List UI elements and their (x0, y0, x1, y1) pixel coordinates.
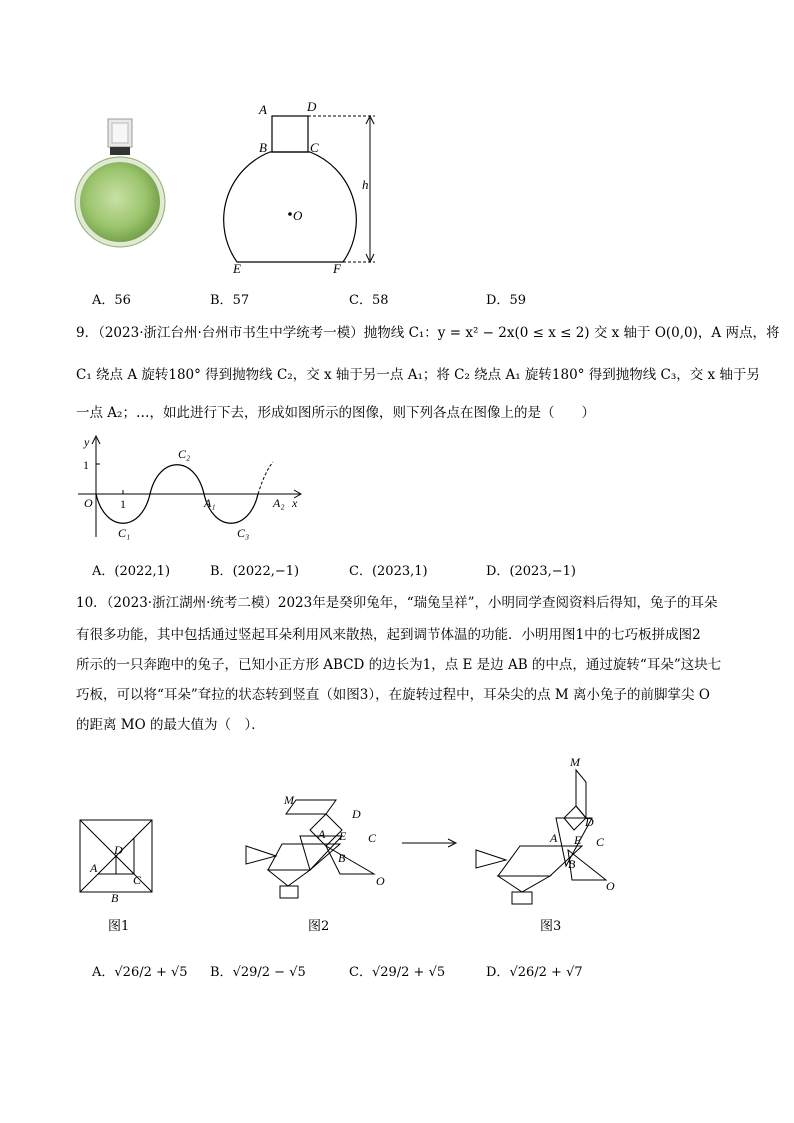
label-A: A (259, 102, 267, 117)
fig2-label-O: O (376, 874, 385, 888)
label-F: F (333, 261, 341, 276)
graph-label-x: x (292, 496, 298, 510)
q9-option-b[interactable] (210, 560, 299, 579)
fig1-label-B: B (111, 891, 119, 905)
caption-fig3: 图3 (540, 919, 562, 934)
option-value: 59 (509, 293, 526, 308)
fig1-label-A: A (90, 861, 98, 875)
graph-label-one-x: 1 (120, 497, 126, 511)
option-key: D． (486, 293, 510, 308)
q9-line-2: C₁ 绕点 A 旋转180° 得到抛物线 C₂，交 x 轴于另一点 A₁；将 C₂ 绕点 A₁ 旋转180° 得到抛物线 C₃，交 x 轴于另 (76, 367, 760, 383)
q10-line-4: 巧板，可以将“耳朵”耷拉的状态转到竖直（如图3），在旋转过程中，耳朵尖的点 M 离小兔子的前脚掌尖 O (76, 687, 710, 703)
graph-label-C2: C₂ (178, 447, 191, 461)
fig3-label-B: B (568, 857, 576, 871)
fig3-label-E: E (574, 833, 582, 847)
graph-label-C1: C₁ (118, 526, 131, 540)
q10-option-a[interactable] (92, 961, 188, 980)
label-D: D (307, 99, 317, 114)
fig2-label-E: E (339, 829, 347, 843)
option-value: √26/2 + √5 (114, 965, 188, 980)
perfume-bottle-image (70, 115, 170, 245)
fig3-label-O: O (606, 879, 615, 893)
q8-option-a[interactable] (92, 289, 131, 308)
option-key: D． (486, 965, 510, 980)
label-B: B (259, 140, 267, 155)
option-key: C． (349, 965, 372, 980)
q10-line-5: 的距离 MO 的最大值为（ ）． (76, 717, 265, 733)
q10-line-1: 10．（2023·浙江湖州·统考二模）2023年是癸卯兔年，“瑞兔呈祥”，小明同学查阅资料后得知，兔子的耳朵 (76, 595, 718, 611)
q10-option-c[interactable] (349, 961, 445, 980)
option-key: A． (92, 564, 115, 579)
fig2-label-C: C (368, 831, 377, 845)
option-value: (2022,1) (114, 564, 171, 579)
q9-option-d[interactable] (486, 560, 576, 579)
option-value: √29/2 + √5 (371, 965, 446, 980)
label-E: E (233, 261, 241, 276)
fig2-label-M: M (284, 793, 294, 807)
fig2-label-A: A (318, 827, 326, 841)
graph-label-C3: C₃ (237, 526, 250, 540)
fig1-label-D: D (114, 843, 123, 857)
option-key: A． (92, 965, 115, 980)
fig3-label-M: M (570, 755, 580, 769)
option-key: A． (92, 293, 115, 308)
fig1-label-C: C (133, 873, 142, 887)
option-value: (2023,1) (371, 564, 428, 579)
option-value: (2023,−1) (509, 564, 576, 579)
right-arrow-icon (400, 836, 460, 850)
bottle-diagram (215, 96, 385, 274)
label-O: O (293, 208, 303, 223)
fig2-label-D: D (352, 807, 361, 821)
q9-option-c[interactable] (349, 560, 428, 579)
q10-option-b[interactable] (210, 961, 306, 980)
graph-label-y: y (84, 435, 90, 449)
q8-option-b[interactable] (210, 289, 249, 308)
graph-label-A1: A₁ (204, 496, 216, 510)
tangram-figure-2 (240, 786, 390, 901)
fig3-label-D: D (585, 815, 594, 829)
fig3-label-C: C (596, 835, 605, 849)
caption-fig1: 图1 (108, 919, 130, 934)
option-key: D． (486, 564, 510, 579)
graph-label-one-y: 1 (83, 458, 89, 472)
option-key: C． (349, 293, 372, 308)
tangram-figure-1 (78, 818, 158, 905)
option-value: 58 (371, 293, 389, 308)
q8-option-c[interactable] (349, 289, 389, 308)
fig3-label-A: A (550, 831, 558, 845)
label-C: C (310, 140, 319, 155)
q10-option-d[interactable] (486, 961, 583, 980)
option-key: B． (210, 564, 233, 579)
q10-line-2: 有很多功能，其中包括通过竖起耳朵利用风来散热，起到调节体温的功能．小明用图1中的七巧板拼成图2 (76, 627, 701, 643)
graph-label-O: O (84, 496, 93, 510)
q9-line-3: 一点 A₂；…，如此进行下去，形成如图所示的图像，则下列各点在图像上的是（ ） (76, 405, 595, 421)
fig2-label-B: B (338, 851, 346, 865)
q9-line-1: 9．（2023·浙江台州·台州市书生中学统考一模）抛物线 C₁：y = x² − 2x(0 ≤ x ≤ 2) 交 x 轴于 O(0,0)，A 两点，将 (76, 325, 780, 341)
option-value: √29/2 − √5 (232, 965, 306, 980)
q10-line-3: 所示的一只奔跑中的兔子，已知小正方形 ABCD 的边长为1，点 E 是边 AB 的中点，通过旋转“耳朵”这块七 (76, 657, 722, 673)
option-value: 56 (114, 293, 131, 308)
option-value: (2022,−1) (232, 564, 300, 579)
option-value: 57 (232, 293, 250, 308)
option-value: √26/2 + √7 (509, 965, 583, 980)
label-h: h (362, 177, 369, 192)
parabola-graph (70, 432, 310, 542)
tangram-figure-3 (470, 752, 620, 907)
q8-option-d[interactable] (486, 289, 526, 308)
graph-label-A2: A₂ (273, 496, 285, 510)
q9-option-a[interactable] (92, 560, 170, 579)
option-key: B． (210, 965, 233, 980)
option-key: C． (349, 564, 372, 579)
caption-fig2: 图2 (308, 919, 330, 934)
option-key: B． (210, 293, 233, 308)
